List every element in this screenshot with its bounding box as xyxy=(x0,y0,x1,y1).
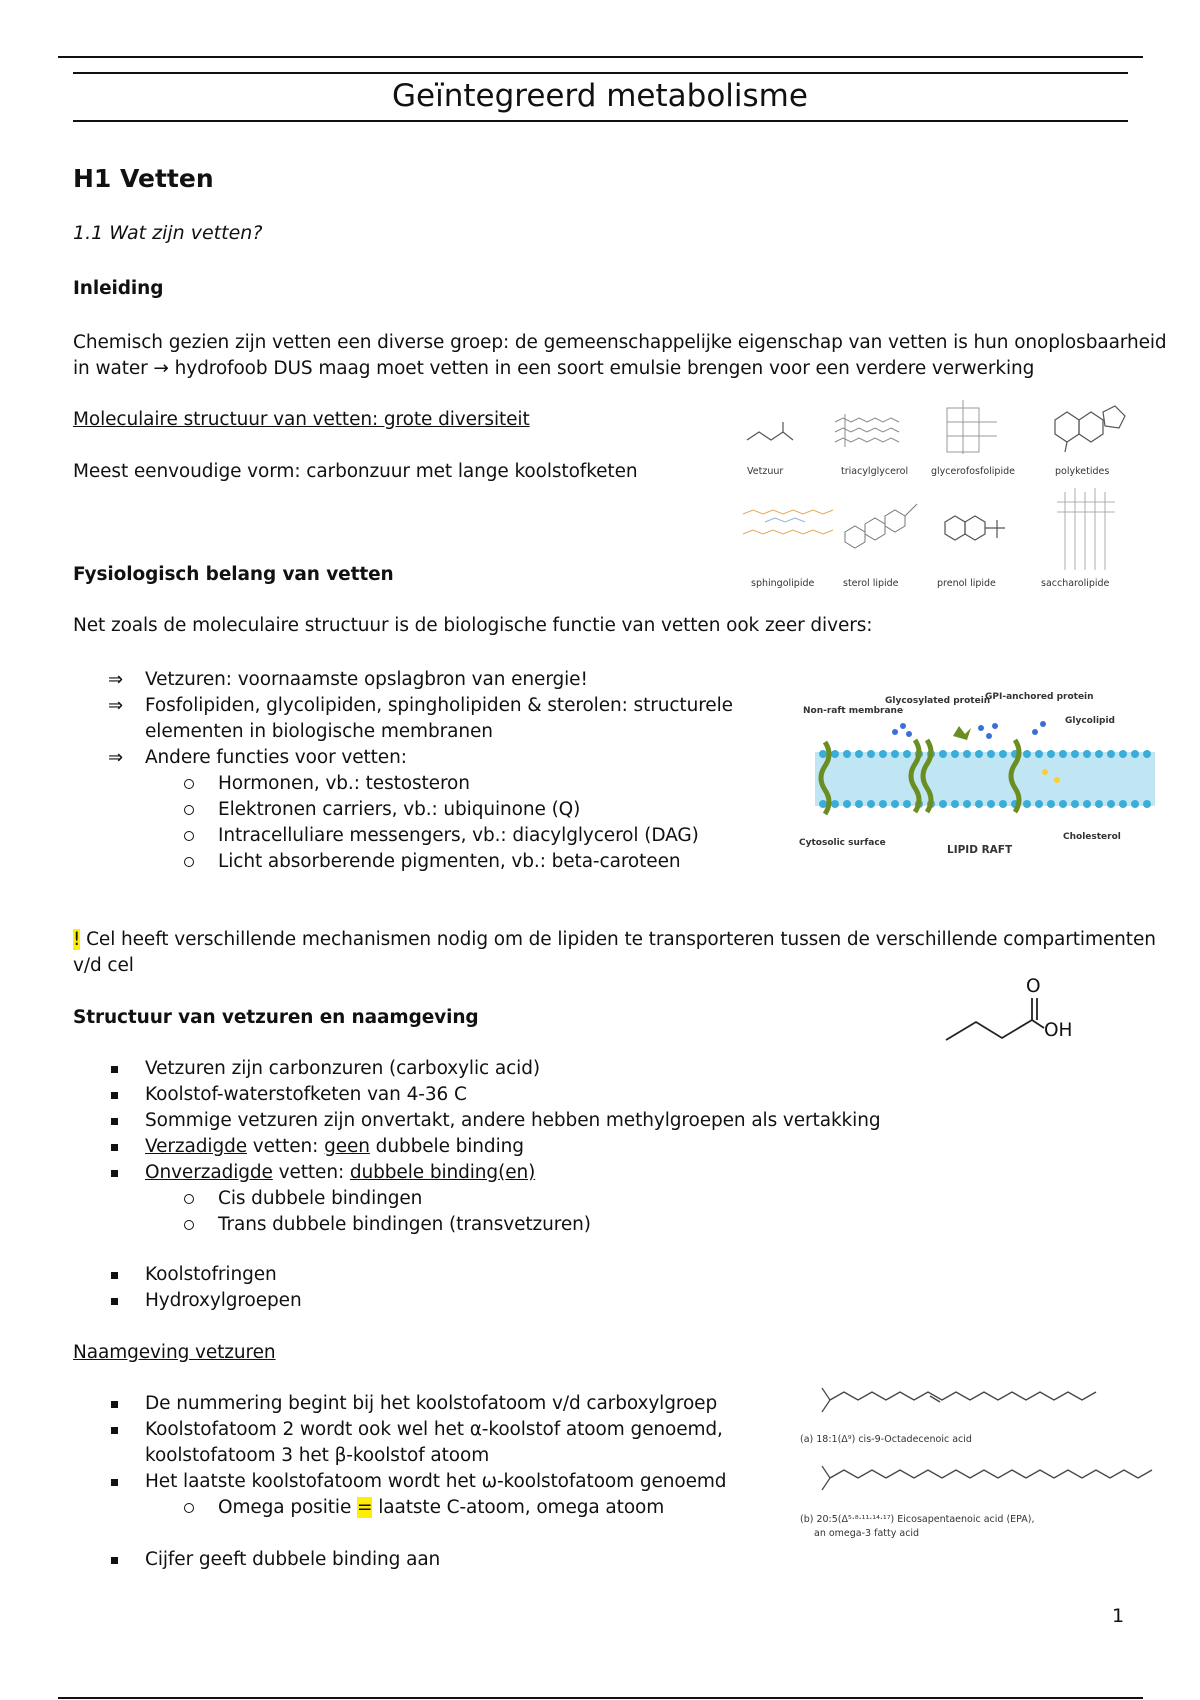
lipid-classes-figure xyxy=(735,392,1155,592)
note-line-1 xyxy=(73,927,1156,953)
square-bullet xyxy=(111,1427,118,1434)
caption-sphingolipide: sphingolipide xyxy=(751,578,815,589)
structuur-heading: Structuur van vetzuren en naamgeving xyxy=(73,1007,479,1028)
structuur-b1: Vetzuren zijn carbonzuren (carboxylic acid) xyxy=(145,1058,540,1079)
fysio-subitem-2: Elektronen carriers, vb.: ubiquinone (Q) xyxy=(218,799,581,820)
b5-underline-2: dubbele binding(en) xyxy=(349,1162,536,1183)
circle-bullet xyxy=(184,1503,194,1513)
note-line-2: v/d cel xyxy=(73,955,134,976)
caption-glycerofosfolipide: glycerofosfolipide xyxy=(931,466,1015,477)
square-bullet xyxy=(111,1170,118,1177)
fysio-item-3: Andere functies voor vetten: xyxy=(145,747,407,768)
fatty-acid-chains-drawing xyxy=(800,1372,1170,1552)
fysio-subitem-4: Licht absorberende pigmenten, vb.: beta-caroteen xyxy=(218,851,681,872)
label-lipid-raft: LIPID RAFT xyxy=(947,844,1013,856)
title-rule-bottom xyxy=(73,120,1128,122)
label-cytosolic: Cytosolic surface xyxy=(799,838,886,848)
structuur-b4 xyxy=(145,1134,524,1160)
moleculair-heading: Moleculaire structuur van vetten: grote diversiteit xyxy=(73,409,530,430)
structuur-sub2: Trans dubbele bindingen (transvetzuren) xyxy=(218,1214,591,1235)
naamgeving-b1: De nummering begint bij het koolstofatoom v/d carboxylgroep xyxy=(145,1393,718,1414)
top-rule xyxy=(58,56,1143,58)
structuur-b5 xyxy=(145,1160,535,1186)
naamgeving-b2a: Koolstofatoom 2 wordt ook wel het α-koolstof atoom genoemd, xyxy=(145,1419,723,1440)
fysio-subitem-1: Hormonen, vb.: testosteron xyxy=(218,773,470,794)
lipid-classes-drawing xyxy=(735,392,1155,592)
circle-bullet xyxy=(184,1194,194,1204)
square-bullet xyxy=(111,1298,118,1305)
circle-bullet xyxy=(184,1220,194,1230)
b4-end: dubbele binding xyxy=(369,1136,524,1157)
fysio-item-1: Vetzuren: voornaamste opslagbron van energie! xyxy=(145,669,588,690)
chain-caption-a: (a) 18:1(Δ⁹) cis-9-Octadecenoic acid xyxy=(800,1434,972,1445)
fysio-subitem-3: Intracelluliare messengers, vb.: diacylglycerol (DAG) xyxy=(218,825,699,846)
note-text: Cel heeft verschillende mechanismen nodig om de lipiden te transporteren tussen de verschillende compartimenten xyxy=(80,929,1156,950)
circle-bullet xyxy=(184,805,194,815)
note-mark: ! xyxy=(73,929,81,950)
structuur-b6: Koolstofringen xyxy=(145,1264,277,1285)
caption-vetzuur: Vetzuur xyxy=(747,466,784,477)
caption-sterol-lipide: sterol lipide xyxy=(843,578,899,589)
b4-mid: vetten: xyxy=(247,1136,325,1157)
arrow-bullet: ⇒ xyxy=(108,747,123,768)
section-heading: 1.1 Wat zijn vetten? xyxy=(73,222,263,244)
square-bullet xyxy=(111,1066,118,1073)
naamgeving-b2b: koolstofatoom 3 het β-koolstof atoom xyxy=(145,1445,490,1466)
naamgeving-sub xyxy=(218,1495,664,1521)
page-title: Geïntegreerd metabolisme xyxy=(392,78,808,114)
caption-saccharolipide: saccharolipide xyxy=(1041,578,1110,589)
structuur-b3: Sommige vetzuren zijn onvertakt, andere hebben methylgroepen als vertakking xyxy=(145,1110,881,1131)
square-bullet xyxy=(111,1092,118,1099)
square-bullet xyxy=(111,1144,118,1151)
inleiding-line-1: Chemisch gezien zijn vetten een diverse groep: de gemeenschappelijke eigenschap van vetten is hun onoplosbaarheid xyxy=(73,332,1167,353)
caption-prenol-lipide: prenol lipide xyxy=(937,578,996,589)
page-number: 1 xyxy=(1112,1605,1124,1627)
moleculair-text: Meest eenvoudige vorm: carbonzuur met lange koolstofketen xyxy=(73,461,638,482)
fysio-item-2-cont: elementen in biologische membranen xyxy=(145,721,493,742)
fysiologisch-heading: Fysiologisch belang van vetten xyxy=(73,564,394,585)
b5-underline-1: Onverzadigde xyxy=(145,1162,273,1183)
circle-bullet xyxy=(184,857,194,867)
caption-triacylglycerol: triacylglycerol xyxy=(841,466,909,477)
lipid-raft-figure xyxy=(795,692,1165,862)
mol-oxygen: O xyxy=(1026,976,1041,997)
arrow-bullet: ⇒ xyxy=(108,669,123,690)
title-rule-top xyxy=(73,72,1128,74)
label-cholesterol: Cholesterol xyxy=(1063,832,1121,842)
label-gpi: GPI-anchored protein xyxy=(985,692,1094,702)
b4-underline-2: geen xyxy=(324,1136,370,1157)
square-bullet xyxy=(111,1118,118,1125)
fysio-item-2: Fosfolipiden, glycolipiden, spingholipiden & sterolen: structurele xyxy=(145,695,733,716)
butyric-acid-structure xyxy=(940,976,1080,1050)
naamgeving-b3: Het laatste koolstofatoom wordt het ω-koolstofatoom genoemd xyxy=(145,1471,727,1492)
label-glycolipid: Glycolipid xyxy=(1065,716,1115,726)
square-bullet xyxy=(111,1557,118,1564)
chain-caption-b1: (b) 20:5(Δ⁵·⁸·¹¹·¹⁴·¹⁷) Eicosapentaenoic acid (EPA), xyxy=(800,1514,1035,1525)
label-glycosylated: Glycosylated protein xyxy=(885,696,991,706)
bottom-rule xyxy=(58,1697,1143,1699)
structuur-b7: Hydroxylgroepen xyxy=(145,1290,302,1311)
sub-a: Omega positie xyxy=(218,1497,358,1518)
label-nonraft: Non-raft membrane xyxy=(803,706,904,716)
mol-hydroxyl: OH xyxy=(1044,1020,1073,1041)
caption-polyketides: polyketides xyxy=(1055,466,1110,477)
square-bullet xyxy=(111,1272,118,1279)
circle-bullet xyxy=(184,831,194,841)
fysiologisch-intro: Net zoals de moleculaire structuur is de biologische functie van vetten ook zeer divers: xyxy=(73,615,873,636)
arrow-bullet: ⇒ xyxy=(108,695,123,716)
b4-underline-1: Verzadigde xyxy=(145,1136,248,1157)
naamgeving-heading: Naamgeving vetzuren xyxy=(73,1342,276,1363)
sub-eq-highlight: = xyxy=(357,1497,373,1518)
structuur-b2: Koolstof-waterstofketen van 4-36 C xyxy=(145,1084,467,1105)
circle-bullet xyxy=(184,779,194,789)
fatty-acid-chains-figure xyxy=(800,1372,1170,1552)
square-bullet xyxy=(111,1401,118,1408)
structuur-sub1: Cis dubbele bindingen xyxy=(218,1188,423,1209)
inleiding-heading: Inleiding xyxy=(73,278,164,299)
chain-caption-b2: an omega-3 fatty acid xyxy=(814,1528,920,1539)
inleiding-line-2: in water → hydrofoob DUS maag moet vetten in een soort emulsie brengen voor een verdere verwerking xyxy=(73,358,1035,379)
naamgeving-b4: Cijfer geeft dubbele binding aan xyxy=(145,1549,441,1570)
sub-b: laatste C-atoom, omega atoom xyxy=(372,1497,665,1518)
chapter-heading: H1 Vetten xyxy=(73,164,214,193)
square-bullet xyxy=(111,1479,118,1486)
b5-mid: vetten: xyxy=(272,1162,350,1183)
